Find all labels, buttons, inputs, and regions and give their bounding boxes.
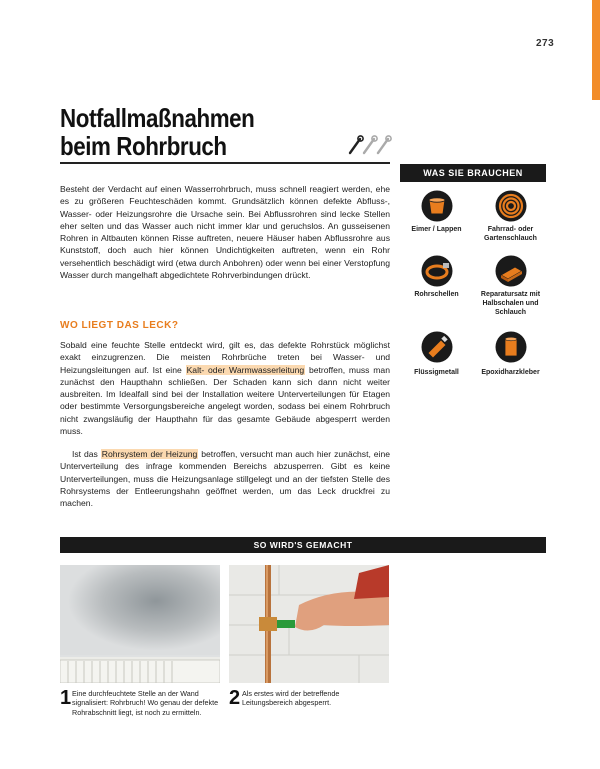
step-1-number: 1 [60, 687, 72, 709]
step-1-caption: Eine durchfeuchtete Stelle an der Wand signalisiert: Rohrbruch! Wo genau der defekte Rohrabschnitt liegt, ist noch zu ermitteln. [72, 689, 219, 717]
damp-wall-image [60, 565, 220, 683]
paragraph-2 [60, 339, 390, 437]
paragraph-3-text-b: betroffen, versucht man auch hier zunächst, eine Unterverteilung des infrage kommenden Bereichs abzusperren. Gibt es keine Unterverteilungen, muss die Heizungsanlage stillgelegt und an der tiefsten Stelle des Rohrsystems der Entleerungshahn geöffnet werden, um das Leck druckfrei zu machen. [60, 449, 391, 509]
pipe-clamp-icon [421, 255, 453, 287]
sidebar-item-label: Flüssigmetall [414, 369, 459, 376]
epoxy-can-icon [495, 331, 527, 363]
sidebar-item-label: Fahrrad- oder Gartenschlauch [484, 226, 537, 242]
paragraph-3-text-a: Ist das [72, 449, 101, 459]
step-2-number: 2 [229, 687, 241, 709]
paragraph-2-text-b: betroffen, muss man zunächst den Haupthahn schließen. Der Schaden kann sich dann nicht weiter ausbreiten. Im Idealfall sind bei der Installation weitere Unterverteilungen für Etagen oder bestimmte Versorgungsbereiche angelegt worden, sodass bei einem Rohrbruch nicht zwangsläufig der Haupthahn für das gesamte Gebäude abgesperrt werden muss. [60, 364, 390, 437]
highlight-kalt-warmwasserleitung: Kalt- oder Warmwasserleitung [186, 364, 305, 375]
repair-kit-icon [495, 255, 527, 287]
step-2-photo [229, 565, 389, 683]
step-2-caption: Als erstes wird der betreffende Leitungsbereich abgesperrt. [242, 689, 340, 708]
sidebar-item-label: Rohrschellen [414, 291, 459, 298]
title-line-2: beim Rohrbruch [60, 131, 227, 161]
page-number: 273 [536, 38, 555, 49]
wrench-rating-icon [346, 134, 392, 156]
paragraph-2-text-a: Sobald eine feuchte Stelle entdeckt wird, gilt es, das defekte Rohrstück möglichst exakt einzugrenzen. Die meisten Rohrbrüche treten bei Wasser- und Heizungsleitungen auf. Ist eine [60, 340, 390, 375]
bucket-icon [421, 190, 453, 222]
step-1-photo [60, 565, 220, 683]
hose-icon [495, 190, 527, 222]
page-title [60, 104, 254, 160]
title-line-1: Notfallmaßnahmen [60, 103, 255, 133]
sidebar-item-label: Reparatursatz mit Halbschalen und Schlauch [480, 291, 541, 316]
steps-header: SO WIRD'S GEMACHT [60, 537, 546, 553]
section-heading: WO LIEGT DAS LECK? [60, 320, 179, 331]
intro-paragraph: Besteht der Verdacht auf einen Wasserrohrbruch, muss schnell reagiert werden, ehe es zu größeren Feuchteschäden kommt. Grundsätzlich können defekte Abfluss-, Wasser- oder Heizungsrohre die Ursache sein. Bei Abflussrohren sind lecke Stellen eher selten und das Wasser auch nicht immer klar und geruchslos. An gusseisenen Rohren in Altbauten können Risse auftreten, neuere Häuser haben Abflussrohre aus Kunststoff, doch auch hier können Undichtigkeiten auftreten, wenn ein Rohr versehentlich beschädigt wird (etwa durch Anbohren) oder wenn bei einer Verstopfung Wasser durch mangelhaft abgedichtete Rohrverbindungen drückt. [60, 184, 390, 281]
tube-icon [421, 331, 453, 363]
chapter-tab [592, 0, 600, 100]
sidebar-item-label: Epoxidharzkleber [481, 369, 540, 376]
highlight-rohrsystem-heizung: Rohrsystem der Heizung [101, 449, 198, 459]
paragraph-3 [60, 448, 390, 509]
sidebar-header: WAS SIE BRAUCHEN [400, 164, 546, 182]
valve-hand-image [229, 565, 389, 683]
sidebar-item-label: Eimer / Lappen [411, 226, 462, 233]
title-rule [60, 162, 390, 164]
